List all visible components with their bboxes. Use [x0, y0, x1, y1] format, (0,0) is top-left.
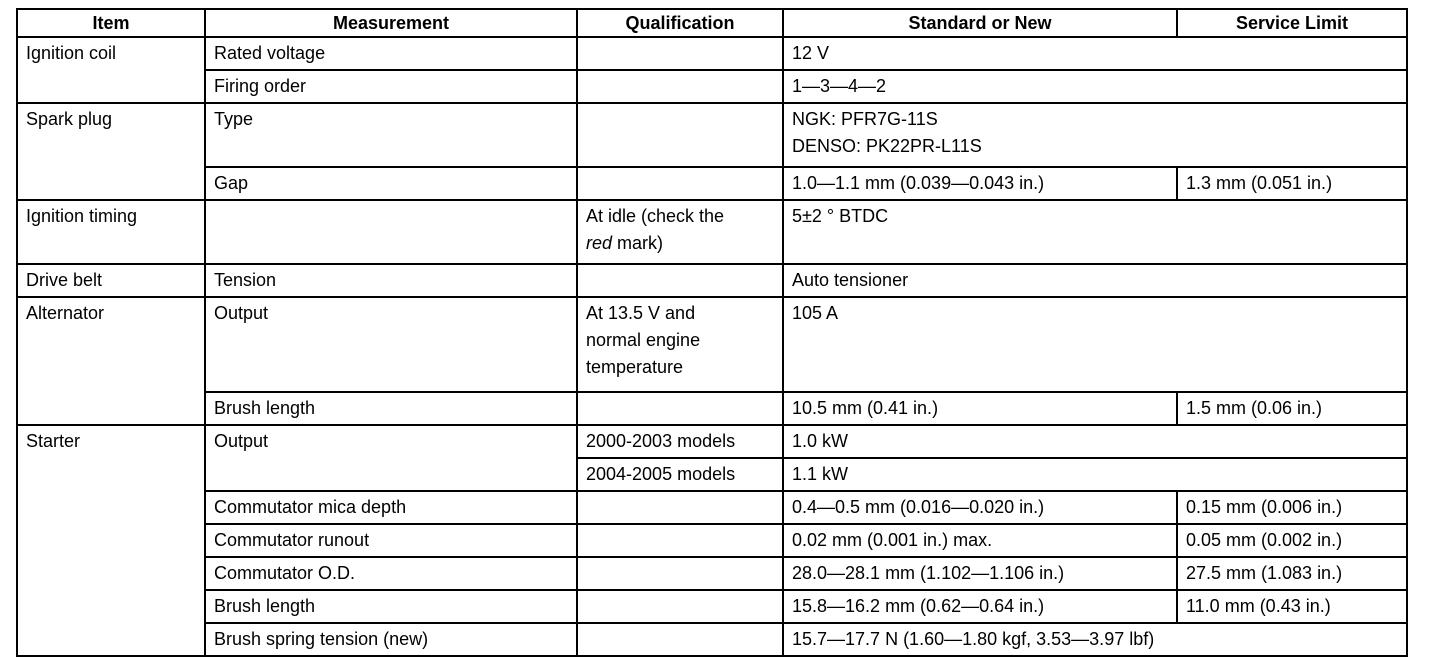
table-row	[17, 491, 1407, 524]
standard-cell: 15.7—17.7 N (1.60—1.80 kgf, 3.53—3.97 lbf)	[783, 623, 1407, 656]
header-qualification: Qualification	[577, 9, 783, 37]
header-measurement: Measurement	[205, 9, 577, 37]
measurement-cell: Output	[205, 297, 577, 392]
item-ignition-timing: Ignition timing	[17, 200, 205, 264]
measurement-cell: Type	[205, 103, 577, 167]
standard-cell: 12 V	[783, 37, 1407, 70]
standard-cell	[783, 103, 1407, 167]
table-row	[17, 70, 1407, 103]
qualification-cell	[577, 70, 783, 103]
standard-line: NGK: PFR7G-11S	[792, 109, 938, 129]
qualification-cell	[577, 491, 783, 524]
measurement-cell: Rated voltage	[205, 37, 577, 70]
qualification-cell	[577, 524, 783, 557]
qualification-cell	[577, 37, 783, 70]
qualification-cell	[577, 264, 783, 297]
standard-line: DENSO: PK22PR-L11S	[792, 136, 982, 156]
service-limit-cell: 1.3 mm (0.051 in.)	[1177, 167, 1407, 200]
measurement-cell: Tension	[205, 264, 577, 297]
table-row	[17, 103, 1407, 167]
table-row	[17, 392, 1407, 425]
measurement-cell: Commutator mica depth	[205, 491, 577, 524]
service-limit-cell: 0.05 mm (0.002 in.)	[1177, 524, 1407, 557]
standard-cell: 5±2 ° BTDC	[783, 200, 1407, 264]
standard-cell: 1—3—4—2	[783, 70, 1407, 103]
standard-cell: 1.0—1.1 mm (0.039—0.043 in.)	[783, 167, 1177, 200]
header-item: Item	[17, 9, 205, 37]
standard-cell: 1.0 kW	[783, 425, 1407, 458]
qualification-cell: 2004-2005 models	[577, 458, 783, 491]
qualification-cell	[577, 557, 783, 590]
measurement-cell: Brush length	[205, 590, 577, 623]
measurement-cell: Firing order	[205, 70, 577, 103]
measurement-cell: Brush spring tension (new)	[205, 623, 577, 656]
table-row	[17, 524, 1407, 557]
qualification-cell	[577, 297, 783, 392]
measurement-cell	[205, 200, 577, 264]
qualification-line: normal engine	[586, 330, 701, 350]
qualification-cell	[577, 167, 783, 200]
qualification-cell	[577, 590, 783, 623]
standard-cell: Auto tensioner	[783, 264, 1407, 297]
standard-cell: 15.8—16.2 mm (0.62—0.64 in.)	[783, 590, 1177, 623]
qualification-cell	[577, 623, 783, 656]
table-row	[17, 200, 1407, 264]
table-row	[17, 297, 1407, 392]
qualification-line	[586, 230, 774, 257]
standard-cell: 28.0—28.1 mm (1.102—1.106 in.)	[783, 557, 1177, 590]
item-starter: Starter	[17, 425, 205, 656]
standard-cell: 105 A	[783, 297, 1407, 392]
item-alternator: Alternator	[17, 297, 205, 425]
header-row	[17, 9, 1407, 37]
table-row	[17, 37, 1407, 70]
service-limit-cell: 27.5 mm (1.083 in.)	[1177, 557, 1407, 590]
standard-cell: 0.4—0.5 mm (0.016—0.020 in.)	[783, 491, 1177, 524]
measurement-cell: Commutator runout	[205, 524, 577, 557]
qualification-line: At 13.5 V and	[586, 303, 696, 323]
item-drive-belt: Drive belt	[17, 264, 205, 297]
table-row	[17, 557, 1407, 590]
measurement-cell: Brush length	[205, 392, 577, 425]
table-row	[17, 425, 1407, 458]
service-limit-cell: 11.0 mm (0.43 in.)	[1177, 590, 1407, 623]
table-row	[17, 623, 1407, 656]
service-limit-cell: 0.15 mm (0.006 in.)	[1177, 491, 1407, 524]
table-row	[17, 167, 1407, 200]
standard-cell: 1.1 kW	[783, 458, 1407, 491]
qualification-cell	[577, 200, 783, 264]
red-mark-emphasis: red	[586, 233, 613, 253]
spec-table	[16, 8, 1408, 657]
qualification-line: At idle (check the	[586, 206, 725, 226]
qualification-line: temperature	[586, 357, 684, 377]
measurement-cell: Gap	[205, 167, 577, 200]
table-row	[17, 590, 1407, 623]
standard-cell: 0.02 mm (0.001 in.) max.	[783, 524, 1177, 557]
header-service-limit: Service Limit	[1177, 9, 1407, 37]
qualification-suffix: mark)	[612, 233, 664, 253]
standard-cell: 10.5 mm (0.41 in.)	[783, 392, 1177, 425]
qualification-cell	[577, 392, 783, 425]
measurement-cell: Commutator O.D.	[205, 557, 577, 590]
qualification-cell: 2000-2003 models	[577, 425, 783, 458]
qualification-cell	[577, 103, 783, 167]
item-spark-plug: Spark plug	[17, 103, 205, 200]
table-row	[17, 264, 1407, 297]
service-limit-cell: 1.5 mm (0.06 in.)	[1177, 392, 1407, 425]
measurement-cell: Output	[205, 425, 577, 491]
item-ignition-coil: Ignition coil	[17, 37, 205, 103]
header-standard: Standard or New	[783, 9, 1177, 37]
